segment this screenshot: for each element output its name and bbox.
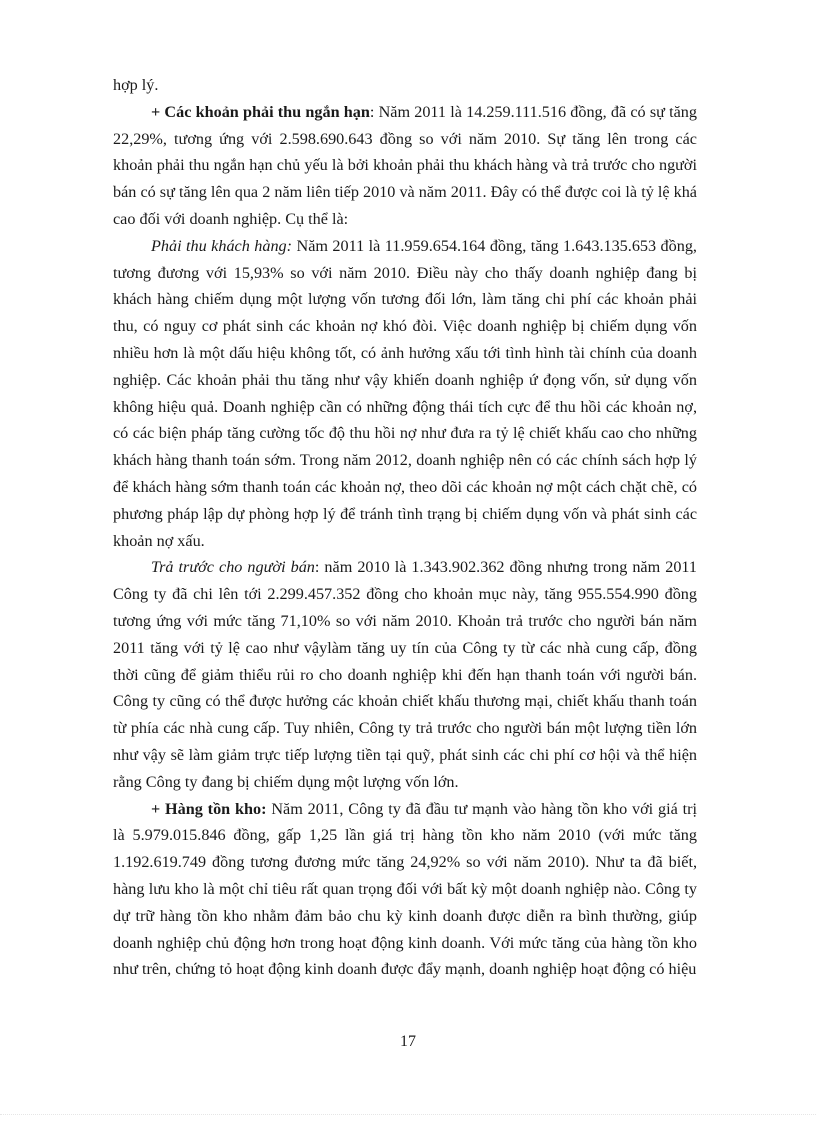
paragraph-inventory [113,796,697,984]
paragraph-customer-receivables [113,233,697,555]
paragraph-intro-continuation [113,72,697,99]
subsection-heading: Trả trước cho người bán [151,558,315,577]
section-heading: + Hàng tồn kho: [151,799,267,818]
paragraph-text: Năm 2011 là 11.959.654.164 đồng, tăng 1.643.135.653 đồng, tương đương với 15,93% so với năm 2010. Điều này cho thấy doanh nghiệp đang bị khách hàng chiếm dụng một lượng vốn tương đối lớn, làm tăng chi phí các khoản phải thu, có nguy cơ phát sinh các khoản nợ khó đòi. Việc doanh nghiệp bị chiếm dụng vốn nhiều hơn là một dấu hiệu không tốt, có ảnh hưởng xấu tới tình hình tài chính của doanh nghiệp. Các khoản phải thu tăng như vậy khiến doanh nghiệp ứ đọng vốn, sử dụng vốn không hiệu quả. Doanh nghiệp cần có những động thái tích cực để thu hồi các khoản nợ, có các biện pháp tăng cường tốc độ thu hồi nợ như đưa ra tỷ lệ chiết khấu cao cho những khách hàng thanh toán sớm. Trong năm 2012, doanh nghiệp nên có các chính sách hợp lý để khách hàng sớm thanh toán các khoản nợ, theo dõi các khoản nợ một cách chặt chẽ, có phương pháp lập dự phòng hợp lý để tránh tình trạng bị chiếm dụng vốn và phát sinh các khoản nợ xấu. [113,236,697,550]
section-heading: + Các khoản phải thu ngắn hạn [151,102,370,121]
paragraph-text: : năm 2010 là 1.343.902.362 đồng nhưng trong năm 2011 Công ty đã chi lên tới 2.299.457.352 đồng cho khoản mục này, tăng 955.554.990 đồng tương ứng với mức tăng 71,10% so với năm 2010. Khoản trả trước cho người bán năm 2011 tăng với tỷ lệ cao như vậylàm tăng uy tín của Công ty từ các nhà cung cấp, đồng thời cũng để giảm thiểu rủi ro cho doanh nghiệp khi đến hạn thanh toán với người bán. Công ty cũng có thể được hưởng các khoản chiết khấu thương mại, chiết khấu thanh toán từ phía các nhà cung cấp. Tuy nhiên, Công ty trả trước cho người bán một lượng tiền lớn như vậy sẽ làm giảm trực tiếp lượng tiền tại quỹ, phát sinh các chi phí cơ hội và thể hiện rằng Công ty đang bị chiếm dụng một lượng vốn lớn. [113,558,697,791]
page-bottom-divider [0,1114,816,1115]
paragraph-text: hợp lý. [113,76,159,94]
page-number: 17 [400,1033,416,1050]
paragraph-prepayments-to-sellers [113,554,697,795]
paragraph-text: Năm 2011, Công ty đã đầu tư mạnh vào hàng tồn kho với giá trị là 5.979.015.846 đồng, gấp 1,25 lần giá trị hàng tồn kho năm 2010 (với mức tăng 1.192.619.749 đồng tương đương mức tăng 24,92% so với năm 2010). Như ta đã biết, hàng lưu kho là một chỉ tiêu rất quan trọng đối với bất kỳ một doanh nghiệp nào. Công ty dự trữ hàng tồn kho nhằm đảm bảo chu kỳ kinh doanh được diễn ra bình thường, giúp doanh nghiệp chủ động hơn trong hoạt động kinh doanh. Với mức tăng của hàng tồn kho như trên, chứng tỏ hoạt động kinh doanh được đẩy mạnh, doanh nghiệp hoạt động có hiệu [113,799,697,979]
paragraph-text: : Năm 2011 là 14.259.111.516 đồng, đã có sự tăng 22,29%, tương ứng với 2.598.690.643 đồng so với năm 2010. Sự tăng lên trong các khoản phải thu ngắn hạn chủ yếu là bởi khoản phải thu khách hàng và trả trước cho người bán có sự tăng lên qua 2 năm liên tiếp 2010 và năm 2011. Đây có thể được coi là tỷ lệ khá cao đối với doanh nghiệp. Cụ thể là: [113,102,697,228]
subsection-heading: Phải thu khách hàng: [151,236,293,255]
paragraph-short-term-receivables [113,99,697,233]
document-body [113,72,697,983]
